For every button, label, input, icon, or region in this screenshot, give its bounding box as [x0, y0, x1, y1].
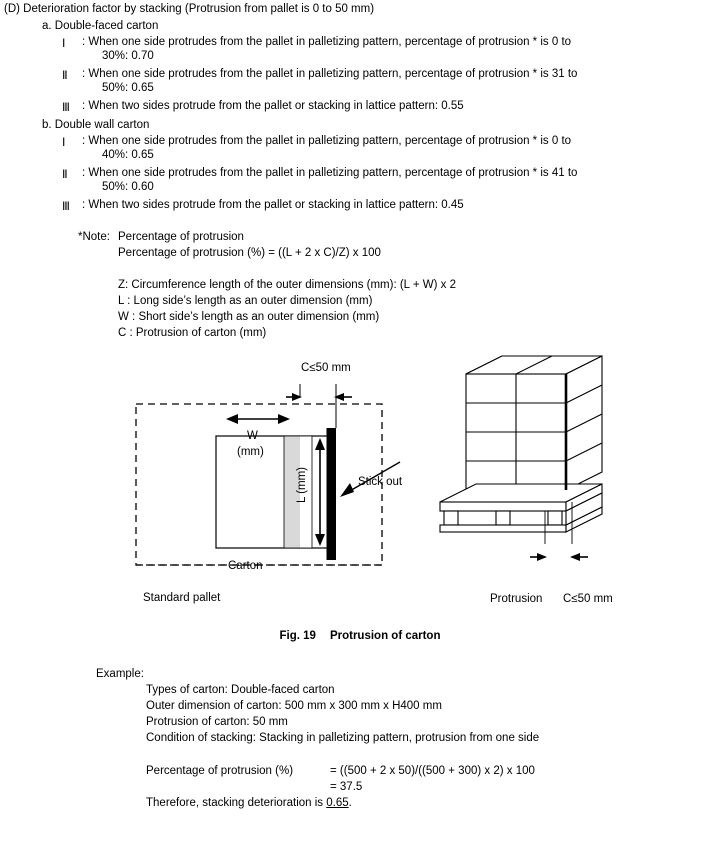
list-item-text-cont: 30%: 0.70: [102, 50, 154, 62]
roman-numeral: Ⅱ: [62, 70, 68, 82]
example-line: Protrusion of carton: 50 mm: [146, 716, 288, 728]
list-item-text: : When one side protrudes from the pallet in palletizing pattern, percentage of protrusion * is 0 to: [82, 36, 572, 48]
figure-protrusion: [0, 352, 720, 652]
list-item: [62, 199, 662, 213]
list-item: [62, 100, 662, 114]
figure-label-standard-pallet: Standard pallet: [143, 592, 221, 604]
note-line-1: Percentage of protrusion: [118, 231, 244, 243]
note-line-2: Percentage of protrusion (%) = ((L + 2 x C)/Z) x 100: [118, 247, 381, 259]
note-def-c: C : Protrusion of carton (mm): [118, 327, 267, 339]
note-def-l: L : Long side’s length as an outer dimension (mm): [118, 295, 373, 307]
section-title: (D) Deterioration factor by stacking (Protrusion from pallet is 0 to 50 mm): [4, 3, 375, 15]
list-item-text: : When one side protrudes from the pallet in palletizing pattern, percentage of protrusion * is 41 to: [82, 167, 578, 179]
figure-label-carton: Carton: [228, 560, 263, 572]
note-def-w: W : Short side’s length as an outer dimension (mm): [118, 311, 380, 323]
figure-label-protrusion-value: C≤50 mm: [563, 593, 613, 605]
list-item-text: : When one side protrudes from the pallet in palletizing pattern, percentage of protrusion * is 0 to: [82, 135, 572, 147]
list-item: [62, 135, 662, 161]
list-item-a-label: a. Double-faced carton: [42, 20, 159, 32]
example-line: Condition of stacking: Stacking in palletizing pattern, protrusion from one side: [146, 732, 540, 744]
roman-numeral: Ⅱ: [62, 169, 68, 181]
figure-label-protrusion: Protrusion: [490, 593, 543, 605]
list-item-b-label: b. Double wall carton: [42, 119, 150, 131]
roman-numeral: Ⅰ: [62, 137, 66, 149]
figure-label-stick-out: Stick out: [358, 476, 403, 488]
example-heading: Example:: [96, 668, 144, 680]
list-item-text-cont: 40%: 0.65: [102, 149, 154, 161]
list-item: [62, 68, 662, 94]
figure-caption-text: Protrusion of carton: [329, 630, 441, 642]
figure-label-w: W: [247, 430, 258, 442]
example-line: Types of carton: Double-faced carton: [146, 684, 335, 696]
list-item-text-cont: 50%: 0.60: [102, 181, 154, 193]
figure-label-l: L (mm): [296, 467, 308, 503]
figure-label-c-top: C≤50 mm: [301, 362, 351, 374]
note-label: *Note:: [78, 231, 110, 243]
figure-label-w-unit: (mm): [237, 446, 264, 458]
example-conclusion-prefix: Therefore, stacking deterioration is: [146, 797, 327, 809]
example-conclusion: [146, 797, 352, 809]
example-conclusion-value: 0.65: [326, 797, 349, 809]
note-def-z: Z: Circumference length of the outer dimensions (mm): (L + W) x 2: [118, 279, 456, 291]
roman-numeral: Ⅰ: [62, 38, 66, 50]
roman-numeral: Ⅲ: [62, 201, 70, 213]
figure-caption-number: Fig. 19: [279, 630, 316, 642]
figure-caption: [0, 630, 720, 642]
list-item: [62, 36, 662, 62]
list-item-text: : When two sides protrude from the pallet or stacking in lattice pattern: 0.45: [82, 199, 464, 211]
list-item-text: : When one side protrudes from the pallet in palletizing pattern, percentage of protrusion * is 31 to: [82, 68, 578, 80]
roman-numeral: Ⅲ: [62, 102, 70, 114]
example-calc-line-1: = ((500 + 2 x 50)/((500 + 300) x 2) x 100: [330, 765, 535, 777]
example-calc-line-2: = 37.5: [330, 781, 363, 793]
example-line: Outer dimension of carton: 500 mm x 300 mm x H400 mm: [146, 700, 442, 712]
figure-svg: [0, 352, 720, 632]
example-conclusion-suffix: .: [348, 797, 352, 809]
list-item: [62, 167, 662, 193]
example-calc-label: Percentage of protrusion (%): [146, 765, 294, 777]
list-item-text: : When two sides protrude from the pallet or stacking in lattice pattern: 0.55: [82, 100, 464, 112]
list-item-text-cont: 50%: 0.65: [102, 82, 154, 94]
